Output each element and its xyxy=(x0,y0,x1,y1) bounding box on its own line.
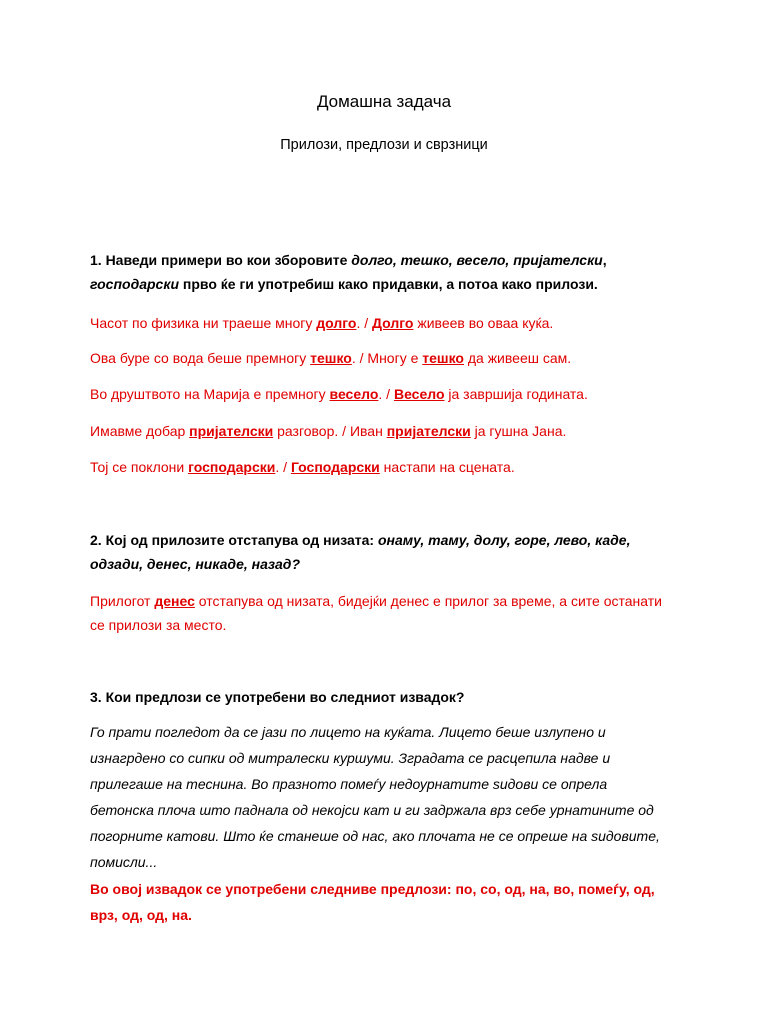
question-1-suffix: прво ќе ги употребиш како придавки, а потоа како прилози. xyxy=(179,276,598,292)
answer-text: Прилогот xyxy=(90,593,155,609)
answer-word: Весело xyxy=(393,386,445,402)
page-title: Домашна задача xyxy=(316,92,452,111)
answer-word: пријателски xyxy=(386,423,471,439)
question-1-comma: , xyxy=(602,252,607,268)
answer-word: Господарски xyxy=(290,459,380,475)
question-2-prefix: 2. Кој од прилозите отстапува од низата: xyxy=(90,532,378,548)
question-2-words: онаму, таму, долу, горе, лево, каде, одзади, денес, никаде, назад? xyxy=(90,532,631,572)
answer-text: . / xyxy=(378,386,394,402)
answer-word: господарски xyxy=(188,459,276,475)
answer-2 xyxy=(90,589,670,637)
answer-1-line-1 xyxy=(90,311,670,335)
answer-word: тешко xyxy=(310,350,352,366)
question-1-words: долго, тешко, весело, пријателски xyxy=(351,252,603,268)
question-1-word2: господарски xyxy=(90,276,179,292)
excerpt: Го прати погледот да се јази по лицето на куќата. Лицето беше излупено и изнагрдено со сипки од митралески куршуми. Зградата се расцепила надве и прилегаше на теснина. Во празното помеѓу недоурнатите ѕидови се опрела бетонска плоча што паднала од некојси кат и ги задржала врз себе урнатините од погорните катови. Што ќе станеше од нас, ако плочата не се опреше на ѕидовите, помисли... xyxy=(90,724,660,870)
answer-text: ја гушна Јана. xyxy=(470,423,567,439)
answer-text: отстапува од низата, бидејќи денес е прилог за време, а сите останати се прилози за место. xyxy=(90,593,662,633)
answer-word: тешко xyxy=(422,350,464,366)
answer-1-line-4 xyxy=(90,419,670,443)
answer-word: Долго xyxy=(372,315,414,331)
answer-text: . / xyxy=(356,315,373,331)
answer-3: Во овој извадок се употребени следниве предлози: по, со, од, на, во, помеѓу, од, врз, од, од, на. xyxy=(90,881,655,923)
answer-word: весело xyxy=(329,386,379,402)
question-2 xyxy=(90,528,670,576)
answer-1-line-5 xyxy=(90,455,670,479)
answer-text: Тој се поклони xyxy=(90,459,189,475)
page-subtitle: Прилози, предлози и сврзници xyxy=(280,137,488,153)
answer-text: . / Многу е xyxy=(351,350,423,366)
answer-text: Ова буре со вода беше премногу xyxy=(90,350,311,366)
answer-text: Часот по физика ни траеше многу xyxy=(90,315,317,331)
question-1-prefix: 1. Наведи примери во кои зборовите xyxy=(90,252,352,268)
answer-text: разговор. / Иван xyxy=(273,423,387,439)
answer-1-line-3 xyxy=(90,382,670,406)
answer-word: долго xyxy=(316,315,357,331)
question-1 xyxy=(90,248,670,296)
answer-word: пријателски xyxy=(189,423,274,439)
answer-text: живеев во оваа куќа. xyxy=(413,315,554,331)
answer-text: Во друштвото на Марија е премногу xyxy=(90,386,330,402)
answer-text: Имавме добар xyxy=(90,423,190,439)
answer-1-line-2 xyxy=(90,346,670,370)
answer-text: ја завршија годината. xyxy=(444,386,588,402)
question-3: 3. Кои предлози се употребени во следниот извадок? xyxy=(90,689,465,705)
answer-text: да живееш сам. xyxy=(463,350,572,366)
answer-text: настапи на сцената. xyxy=(379,459,515,475)
answer-text: . / xyxy=(275,459,291,475)
answer-word: денес xyxy=(154,593,195,609)
